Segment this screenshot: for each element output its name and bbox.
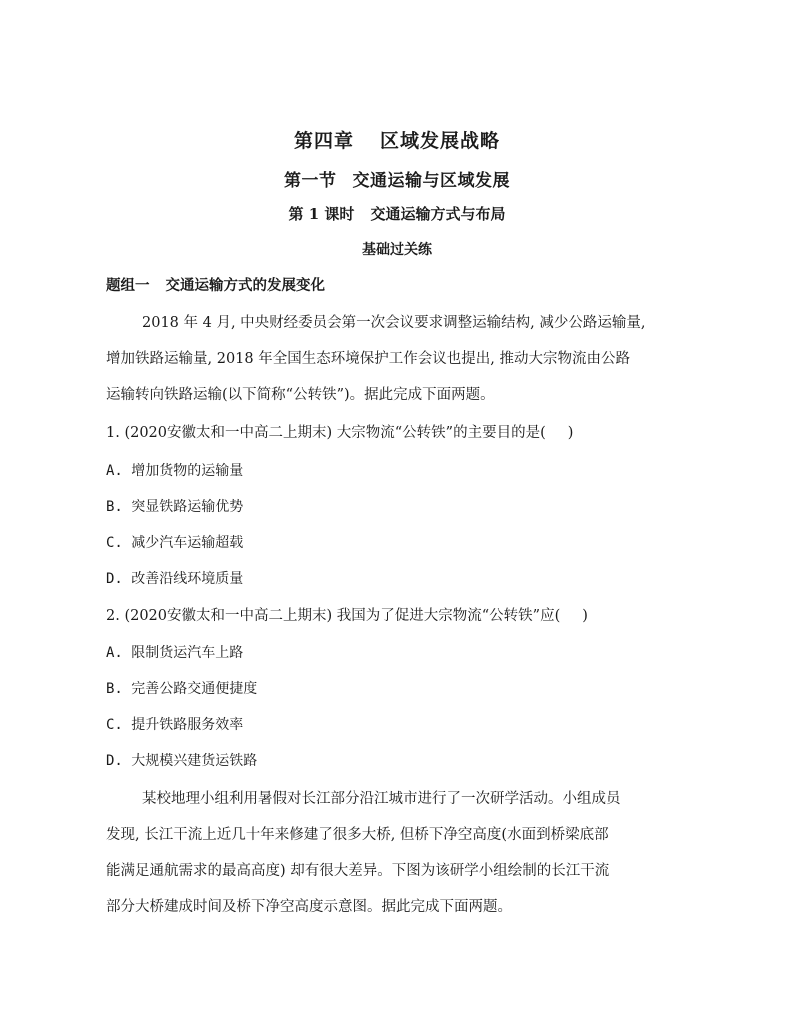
question-1-close: ) — [567, 425, 574, 441]
question-2-option-d: D. 大规模兴建货运铁路 — [106, 753, 258, 769]
lesson-title: 交通运输方式与布局 — [370, 205, 506, 223]
question-1-stem — [106, 423, 573, 443]
passage2-line-2: 发现, 长江干流上近几十年来修建了很多大桥, 但桥下净空高度(水面到桥梁底部 — [106, 827, 609, 843]
question-1-option-a: A. 增加货物的运输量 — [106, 463, 244, 479]
section-title: 交通运输与区域发展 — [352, 171, 510, 191]
passage2-line-3: 能满足通航需求的最高高度) 却有很大差异。下图为该研学小组绘制的长江干流 — [106, 863, 610, 879]
question-2-option-a: A. 限制货运汽车上路 — [106, 645, 244, 661]
question-1-option-b: B. 突显铁路运输优势 — [106, 499, 244, 515]
question-1-text: 1. (2020安徽太和一中高二上期末) 大宗物流“公转铁”的主要目的是( — [106, 425, 546, 441]
question-2-option-c: C. 提升铁路服务效率 — [106, 717, 244, 733]
question-1-option-d: D. 改善沿线环境质量 — [106, 571, 244, 587]
question-2-close: ) — [582, 608, 588, 624]
passage2-line-1: 某校地理小组利用暑假对长江部分沿江城市进行了一次研学活动。小组成员 — [142, 791, 621, 807]
group-label: 题组一 — [106, 277, 150, 294]
question-2-option-b: B. 完善公路交通便捷度 — [106, 681, 258, 697]
question-2-text: 2. (2020安徽太和一中高二上期末) 我国为了促进大宗物流“公转铁”应( — [106, 608, 561, 624]
group-title: 交通运输方式的发展变化 — [165, 277, 325, 294]
question-1-option-c: C. 减少汽车运输超载 — [106, 535, 244, 551]
chapter-number: 第四章 — [293, 130, 354, 152]
lesson-heading — [0, 203, 794, 224]
question-2-stem — [106, 606, 588, 626]
section-heading — [0, 166, 794, 191]
exercise-heading: 基础过关练 — [362, 242, 432, 258]
chapter-heading — [0, 126, 794, 153]
group-heading — [106, 276, 325, 296]
lesson-number: 第 1 课时 — [288, 205, 355, 223]
passage1-line-1: 2018 年 4 月, 中央财经委员会第一次会议要求调整运输结构, 减少公路运输量, — [142, 315, 646, 331]
chapter-title: 区域发展战略 — [380, 130, 501, 152]
passage1-line-3: 运输转向铁路运输(以下简称“公转铁”)。据此完成下面两题。 — [106, 387, 495, 403]
passage2-line-4: 部分大桥建成时间及桥下净空高度示意图。据此完成下面两题。 — [106, 899, 512, 915]
passage1-line-2: 增加铁路运输量, 2018 年全国生态环境保护工作会议也提出, 推动大宗物流由公路 — [106, 351, 630, 367]
section-number: 第一节 — [284, 171, 337, 191]
